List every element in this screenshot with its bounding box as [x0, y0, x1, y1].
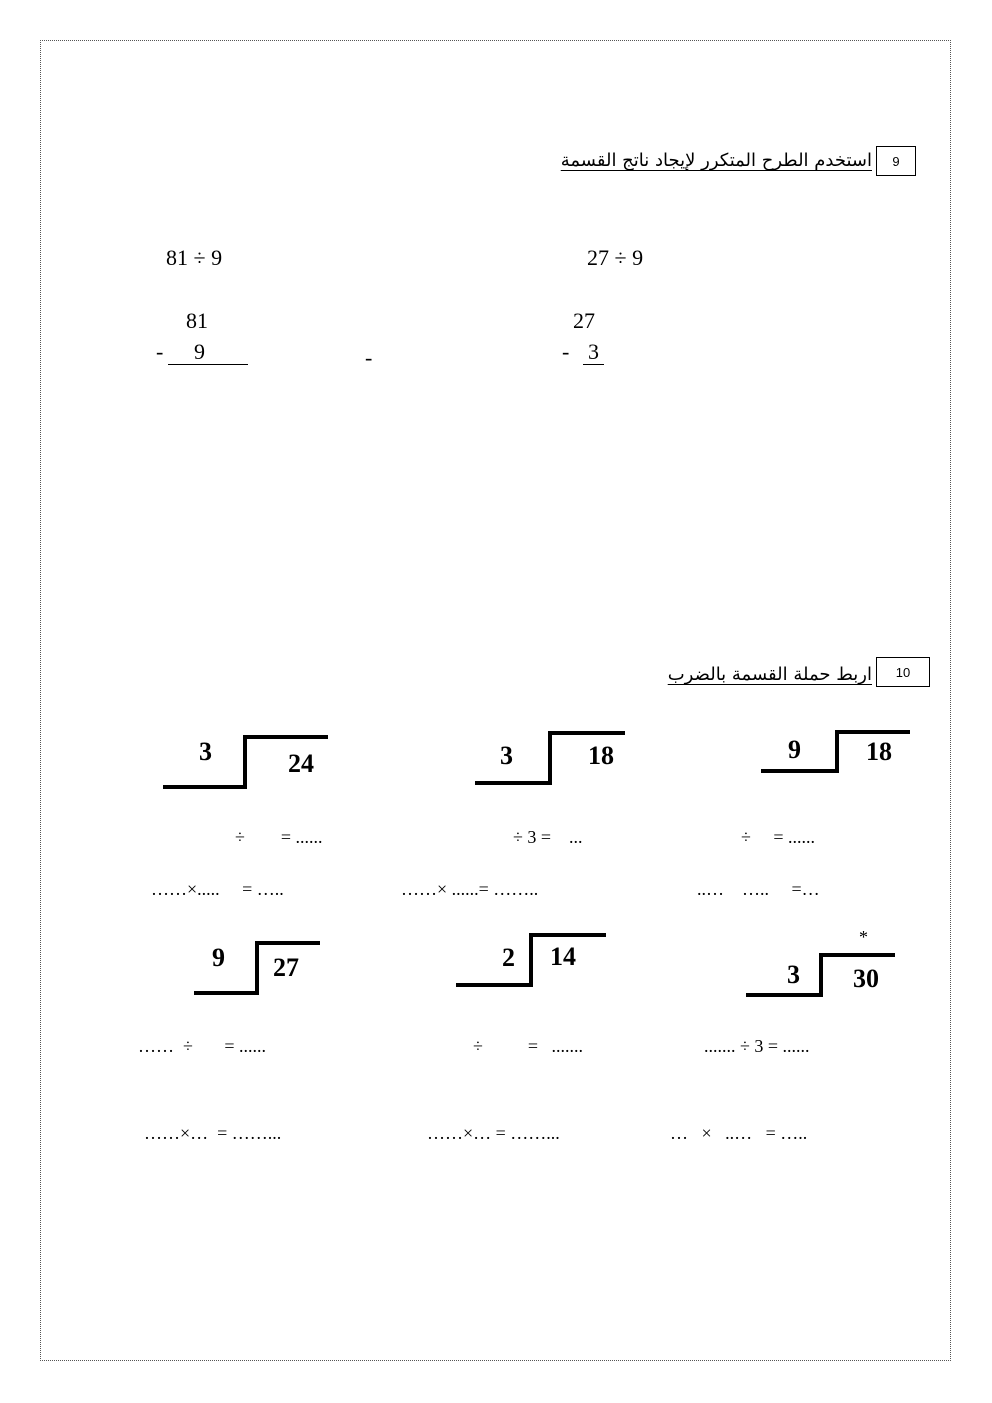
division-dividend: 14 [550, 942, 576, 971]
division-bracket-side [255, 941, 259, 995]
q9-stray-minus: - [365, 345, 373, 370]
row2-multiplication-sentence: ……×… = ……... [144, 1123, 282, 1143]
question-10-title: اربط حملة القسمة بالضرب [667, 664, 872, 685]
division-bracket-top [819, 953, 895, 957]
row2-division-sentence: ÷ = ....... [473, 1036, 584, 1056]
q9-left-subtrahend: 9 [194, 339, 205, 364]
division-bracket-top [255, 941, 320, 945]
row2-division-sentence: ....... ÷ 3 = ...... [704, 1036, 810, 1056]
division-bracket-base [194, 991, 259, 995]
q9-right-expression: 27 ÷ 9 [587, 245, 644, 270]
division-divisor: 9 [212, 943, 225, 972]
division-divisor: 2 [502, 943, 515, 972]
division-dividend: 24 [288, 749, 314, 778]
page-border [40, 40, 951, 1361]
division-bracket-side [835, 730, 839, 773]
row2-division-sentence: …… ÷ = ...... [138, 1036, 267, 1056]
question-number-9: 9 [876, 146, 916, 176]
division-bracket-base [475, 781, 552, 785]
row2-multiplication-sentence: … × ..… = ….. [670, 1123, 808, 1143]
division-dividend: 18 [866, 737, 892, 766]
q9-left-underline [168, 364, 248, 365]
division-bracket-base [746, 993, 823, 997]
division-bracket-side [529, 933, 533, 987]
row1-multiplication-sentence: ……× ......= …….. [401, 879, 539, 899]
q9-right-underline [583, 364, 604, 365]
division-divisor: 9 [788, 735, 801, 764]
row1-division-sentence: ÷ = ...... [741, 827, 816, 847]
division-bracket-side [243, 735, 247, 789]
q9-left-expression: 81 ÷ 9 [166, 245, 223, 270]
division-dividend: 30 [853, 964, 879, 993]
row1-multiplication-sentence: ..… ….. =… [697, 879, 820, 899]
question-9-title: استخدم الطرح المتكرر لإيجاد ناتج القسمة [560, 150, 872, 171]
q9-left-minus: - [156, 339, 164, 364]
division-divisor: 3 [500, 741, 513, 770]
division-bracket-top [529, 933, 606, 937]
q9-right-minuend: 27 [573, 308, 595, 333]
q9-right-subtrahend: 3 [588, 339, 599, 364]
q9-left-minuend: 81 [186, 308, 208, 333]
division-bracket-top [243, 735, 328, 739]
question-number-10: 10 [876, 657, 930, 687]
division-divisor: 3 [787, 960, 800, 989]
division-bracket-base [456, 983, 533, 987]
row1-multiplication-sentence: ……×..... = ….. [151, 879, 284, 899]
asterisk-mark: * [859, 927, 868, 947]
row1-division-sentence: ÷ 3 = ... [513, 827, 583, 847]
division-bracket-top [835, 730, 910, 734]
row2-multiplication-sentence: ……×… = ……... [427, 1123, 560, 1143]
division-bracket-top [548, 731, 625, 735]
division-bracket-side [819, 953, 823, 997]
division-dividend: 27 [273, 953, 299, 982]
division-bracket-base [761, 769, 839, 773]
division-divisor: 3 [199, 737, 212, 766]
division-dividend: 18 [588, 741, 614, 770]
row1-division-sentence: ÷ = ...... [235, 827, 323, 847]
q9-right-minus: - [562, 339, 570, 364]
division-bracket-side [548, 731, 552, 785]
division-bracket-base [163, 785, 247, 789]
